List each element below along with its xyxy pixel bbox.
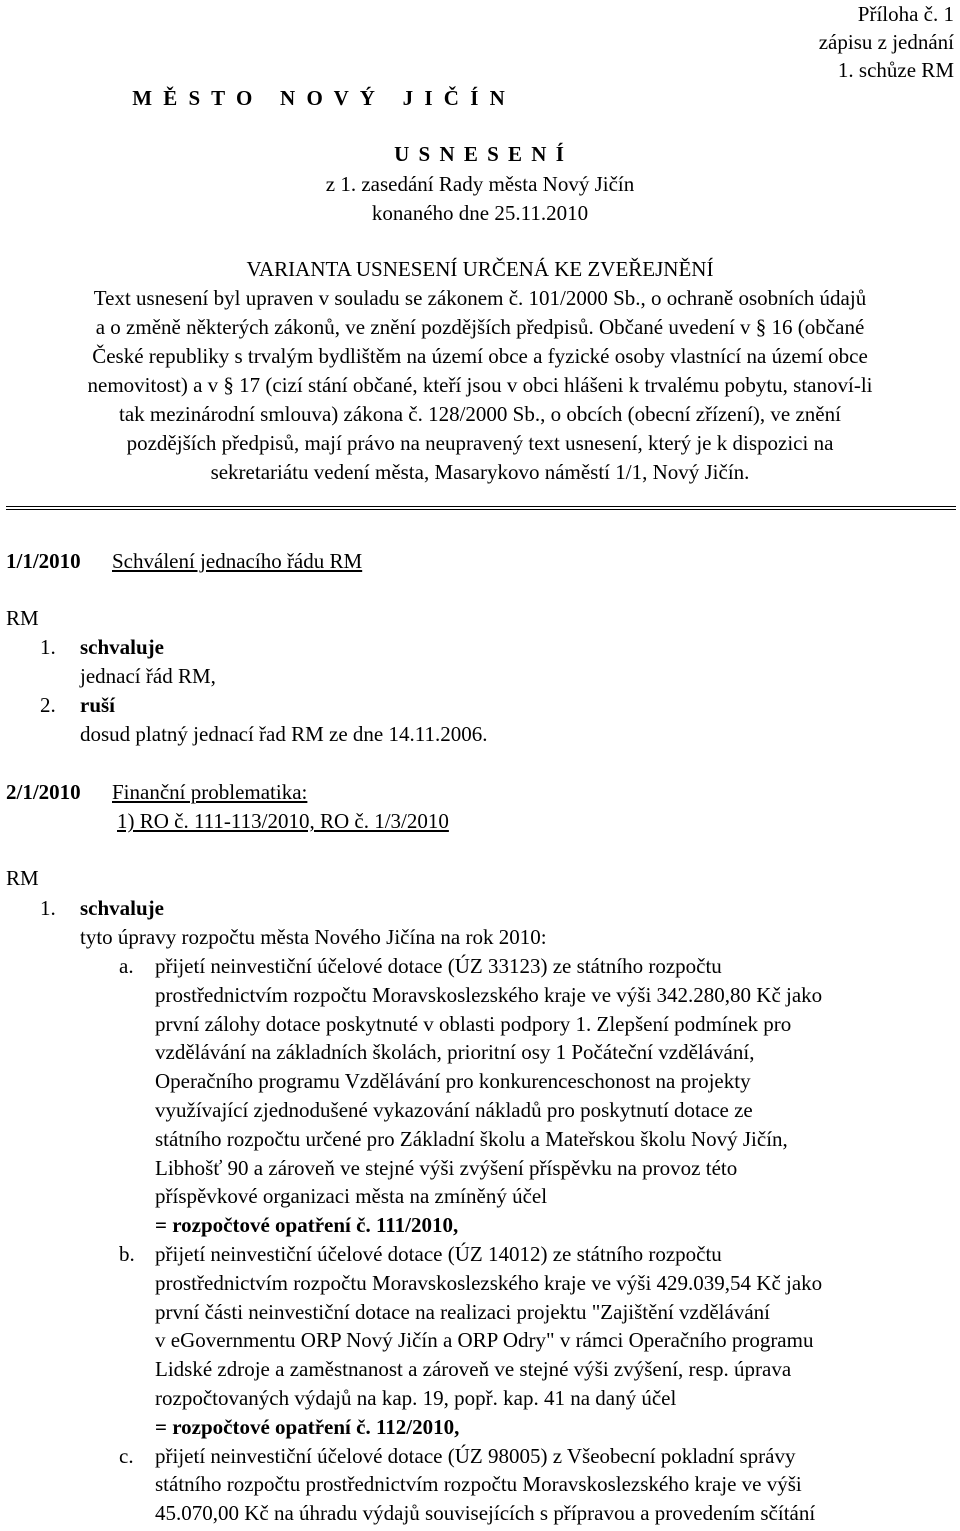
meeting-label: 1. schůze RM (837, 58, 954, 82)
city-name: M Ě S T O N O V Ý J I Č Í N (132, 86, 508, 110)
point-verb: schvaluje (80, 635, 164, 659)
list-line: Operačního programu Vzdělávání pro konkurenceschonost na projekty (155, 1069, 751, 1094)
list-line: Libhošť 90 a zároveň ve stejné výši zvýšení příspěvku na provoz této (155, 1155, 738, 1180)
point-text: tyto úpravy rozpočtu města Nového Jičína na rok 2010: (80, 925, 547, 949)
list-line: přijetí neinvestiční účelové dotace (ÚZ 33123) ze státního rozpočtu (155, 954, 722, 978)
resolution-subtitle: z 1. zasedání Rady města Nový Jičín (325, 172, 635, 196)
list-item-b (119, 1240, 955, 1442)
item-number: 1/1/2010 (6, 549, 81, 573)
list-line: v eGovernmentu ORP Nový Jičín a ORP Odry" v rámci Operačního programu (155, 1328, 814, 1353)
list-line: přijetí neinvestiční účelové dotace (ÚZ 98005) z Všeobecní pokladní správy (155, 1443, 796, 1468)
intro-paragraph (0, 284, 960, 487)
resolution-title: U S N E S E N Í (394, 142, 566, 166)
body-label: RM (6, 606, 39, 630)
list-line: příspěvkové organizaci města na zmíněný účel (155, 1184, 548, 1209)
list-line: 45.070,00 Kč na úhradu výdajů souvisejících s přípravou a provedením sčítání (155, 1501, 816, 1526)
point-number: 2. (40, 693, 56, 717)
minutes-label: zápisu z jednání (818, 30, 954, 54)
list-line: prostřednictvím rozpočtu Moravskoslezského kraje ve výši 342.280,80 Kč jako (155, 982, 823, 1007)
budget-measures-list (119, 952, 955, 1528)
point-verb: schvaluje (80, 896, 164, 920)
list-line: přijetí neinvestiční účelové dotace (ÚZ 14012) ze státního rozpočtu (155, 1241, 722, 1266)
budget-measure-result: = rozpočtové opatření č. 111/2010, (155, 1213, 459, 1238)
resolution-date: konaného dne 25.11.2010 (371, 201, 589, 225)
section-divider (6, 506, 956, 510)
intro-line: tak mezinárodní smlouva) zákona č. 128/2000 Sb., o obcích (obecní zřízení), ve znění (119, 402, 841, 426)
variant-heading: VARIANTA USNESENÍ URČENÁ KE ZVEŘEJNĚNÍ (246, 257, 714, 281)
budget-measure-result: = rozpočtové opatření č. 112/2010, (155, 1414, 460, 1439)
list-letter: b. (119, 1241, 135, 1266)
list-item-c (119, 1442, 955, 1528)
intro-line: pozdějších předpisů, mají právo na neupravený text usnesení, který je k dispozici na (126, 431, 834, 455)
list-line: Lidské zdroje a zaměstnanost a zároveň ve stejné výši zvýšení, resp. úprava (155, 1357, 792, 1382)
list-letter: c. (119, 1443, 134, 1468)
intro-line: sekretariátu vedení města, Masarykovo náměstí 1/1, Nový Jičín. (210, 460, 750, 484)
list-line: využívající zjednodušené vykazování nákladů pro poskytnutí dotace ze (155, 1097, 753, 1122)
point-verb: ruší (80, 693, 116, 717)
resolution-item-heading (6, 778, 307, 807)
body-label: RM (6, 866, 39, 890)
list-line: rozpočtovaných výdajů na kap. 19, popř. kap. 41 na daný účel (155, 1385, 677, 1410)
attachment-label: Příloha č. 1 (857, 2, 954, 26)
list-line: první zálohy dotace poskytnuté v oblasti podpory 1. Zlepšení podmínek pro (155, 1011, 792, 1036)
resolution-item-heading (6, 547, 362, 576)
list-line: státního rozpočtu určené pro Základní školu a Mateřskou školu Nový Jičín, (155, 1126, 788, 1151)
list-line: státního rozpočtu prostřednictvím rozpočtu Moravskoslezského kraje ve výši (155, 1472, 802, 1497)
intro-line: nemovitost) a v § 17 (cizí stání občané, kteří jsou v obci hlášeni k trvalému pobytu, stanoví-li (87, 373, 873, 397)
intro-line: České republiky s trvalým bydlištěm na území obce a fyzické osoby vlastnící na území obce (92, 344, 868, 368)
list-line: první části neinvestiční dotace na realizaci projektu "Zajištění vzdělávání (155, 1299, 770, 1324)
point-text: dosud platný jednací řad RM ze dne 14.11.2006. (80, 722, 488, 746)
item-subtitle: 1) RO č. 111-113/2010, RO č. 1/3/2010 (117, 809, 449, 833)
list-line: prostřednictvím rozpočtu Moravskoslezského kraje ve výši 429.039,54 Kč jako (155, 1270, 823, 1295)
point-number: 1. (40, 635, 56, 659)
list-line: vzdělávání na základních školách, prioritní osy 1 Počáteční vzdělávání, (155, 1040, 755, 1065)
intro-line: Text usnesení byl upraven v souladu se zákonem č. 101/2000 Sb., o ochraně osobních údajů (93, 286, 867, 310)
item-title: Schválení jednacího řádu RM (112, 549, 363, 573)
point-number: 1. (40, 896, 56, 920)
list-item-a (119, 952, 955, 1240)
item-title: Finanční problematika: (112, 780, 308, 804)
list-letter: a. (119, 954, 134, 978)
intro-line: a o změně některých zákonů, ve znění pozdějších předpisů. Občané uvedení v § 16 (občané (95, 315, 865, 339)
item-number: 2/1/2010 (6, 780, 81, 804)
attachment-header (819, 0, 954, 84)
point-text: jednací řád RM, (80, 664, 216, 688)
